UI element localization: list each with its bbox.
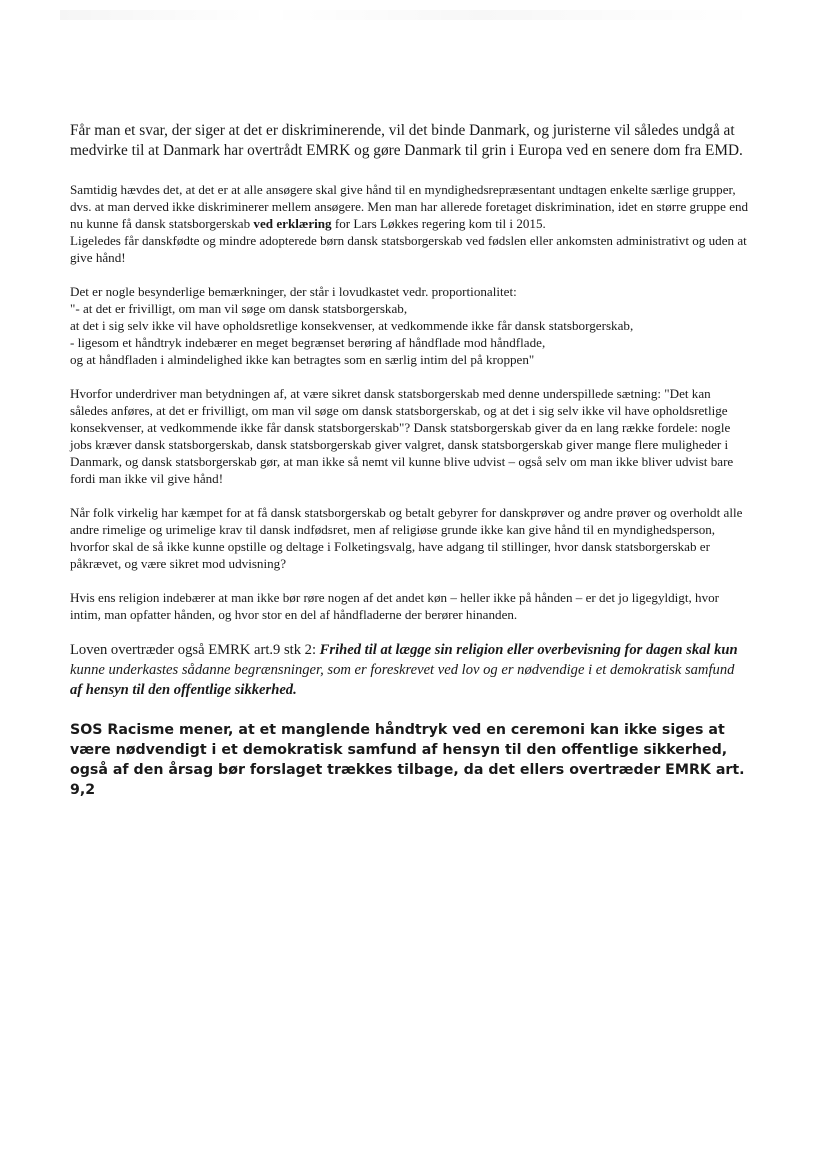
emrk-quote-italic: kunne underkastes sådanne begrænsninger, som er foreskrevet ved lov og er nødvendige i et demokratisk samfund (70, 662, 735, 678)
emrk-intro: Loven overtræder også EMRK art.9 stk 2: (70, 642, 320, 658)
paragraph-emrk-article (70, 640, 750, 700)
paragraph-discrimination (70, 181, 750, 232)
emrk-quote-bold-2: af hensyn til den offentlige sikkerhed. (70, 682, 297, 698)
proportionality-line-1: Det er nogle besynderlige bemærkninger, der står i lovudkastet vedr. proportionalitet: (70, 284, 517, 299)
proportionality-line-5: og at håndfladen i almindelighed ikke kan betragtes som en særlig intim del på kroppen" (70, 352, 535, 367)
paragraph-discrimination-start: Samtidig hævdes det, at det er at alle ansøgere skal give hånd til en myndighedsrepræsentant undtagen enkelte særlige grupper, dvs. at man derved ikke diskriminerer mellem ansøgere. Men man har allerede foretaget diskrimination, idet en større gruppe end nu kunne få dansk statsborgerskab (70, 182, 749, 231)
paragraph-underspilled: Hvorfor underdriver man betydningen af, at være sikret dansk statsborgerskab med denne underspillede sætning: "Det kan således anføres, at det er frivilligt, om man vil søge om dansk statsborgerskab, og at det i sig selv ikke vil have opholdsretlige konsekvenser, at vedkommende ikke får dansk statsborgerskab"? Dansk statsborgerskab giver da en lang række fordele: nogle jobs kræver dansk statsborgerskab, dansk statsborgerskab giver valgret, dansk statsborgerskab giver mange flere muligheder i Danmark, og dansk statsborgerskab gør, at man ikke så nemt vil kunne blive udvist – også selv om man ikke bliver udvist bare fordi man ikke vil give hånd! (70, 386, 734, 486)
proportionality-line-2: "- at det er frivilligt, om man vil søge om dansk statsborgerskab, (70, 301, 408, 316)
paragraph-discrimination-bold: ved erklæring (253, 216, 332, 231)
proportionality-line-4: - ligesom et håndtryk indebærer en meget begrænset berøring af håndflade mod håndflade, (70, 335, 546, 350)
document-body (70, 121, 750, 800)
paragraph-danish-born: Ligeledes får danskfødte og mindre adopterede børn dansk statsborgerskab ved fødslen eller ankomsten administrativt og uden at give hånd! (70, 233, 747, 265)
paragraph-intro: Får man et svar, der siger at det er diskriminerende, vil det binde Danmark, og juristerne vil således undgå at medvirke til at Danmark har overtrådt EMRK og gøre Danmark til grin i Europa ved en senere dom fra EMD. (70, 122, 743, 159)
proportionality-line-3: at det i sig selv ikke vil have opholdsretlige konsekvenser, at vedkommende ikke får dansk statsborgerskab, (70, 318, 634, 333)
paragraph-fought: Når folk virkelig har kæmpet for at få dansk statsborgerskab og betalt gebyrer for danskprøver og andre prøver og overholdt alle andre rimelige og urimelige krav til dansk indfødsret, men af religiøse grunde ikke kan give hånd til en myndighedsperson, hvorfor skal de så ikke kunne opstille og deltage i Folketingsvalg, have adgang til stillinger, hvor dansk statsborgerskab er påkrævet, og være sikret mod udvisning? (70, 505, 743, 571)
paragraph-conclusion: SOS Racisme mener, at et manglende håndtryk ved en ceremoni kan ikke siges at være nødvendigt i et demokratisk samfund af hensyn til den offentlige sikkerhed, også af den årsag bør forslaget trækkes tilbage, da det ellers overtræder EMRK art. 9,2 (70, 722, 745, 798)
scan-header-smudge (60, 10, 760, 20)
paragraph-religion: Hvis ens religion indebærer at man ikke bør røre nogen af det andet køn – heller ikke på hånden – er det jo ligegyldigt, hvor intim, man opfatter hånden, og hvor stor en del af håndfladerne der berører hinanden. (70, 590, 720, 622)
emrk-quote-bold-1: Frihed til at lægge sin religion eller overbevisning for dagen skal kun (319, 642, 738, 658)
paragraph-discrimination-end: for Lars Løkkes regering kom til i 2015. (331, 216, 546, 231)
